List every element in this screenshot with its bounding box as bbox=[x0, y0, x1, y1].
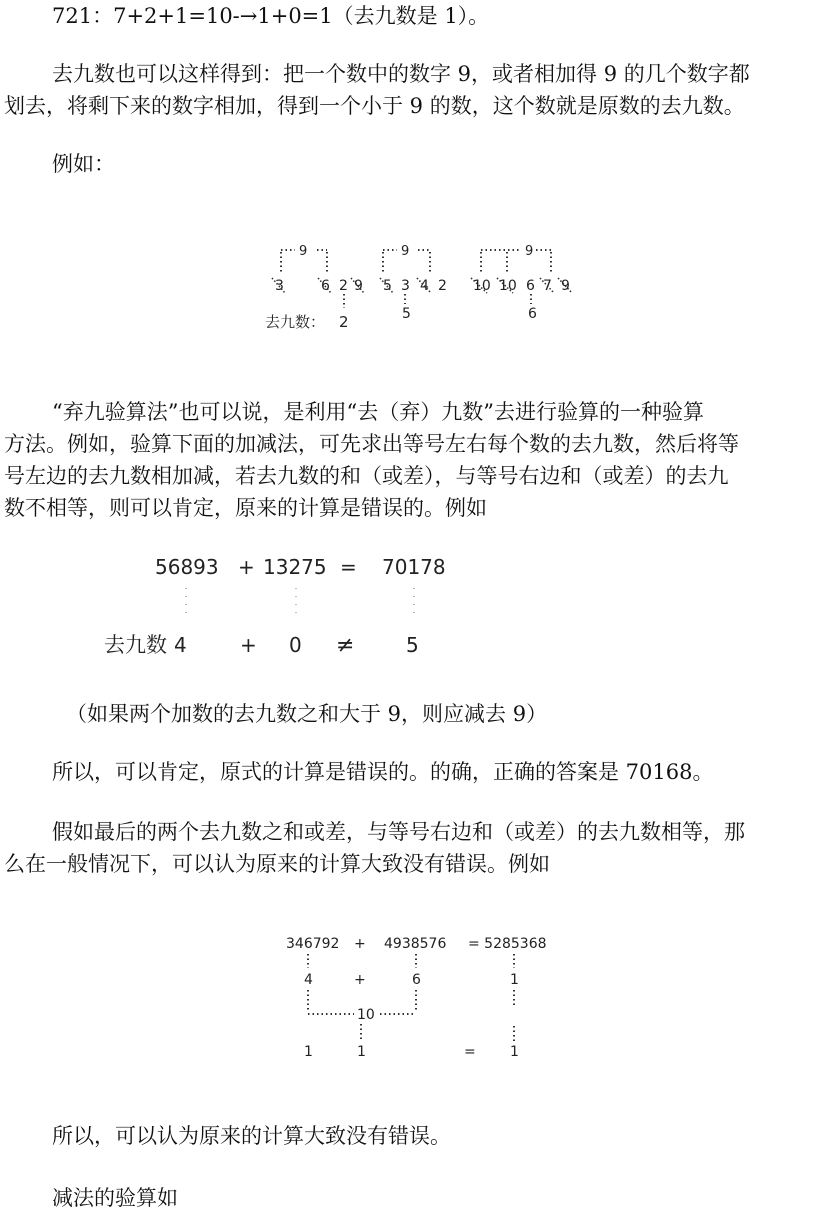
digit: 10 bbox=[499, 278, 517, 294]
digit: 9 bbox=[561, 278, 570, 294]
paragraph-line: （如果两个加数的去九数之和大于 9，则应减去 9） bbox=[66, 702, 548, 726]
equals-sign: = bbox=[340, 555, 357, 579]
digit: 7 bbox=[543, 278, 552, 294]
figure-addition-check bbox=[100, 548, 460, 668]
not-equal-sign: ≠ bbox=[336, 633, 355, 658]
result-c: 1 bbox=[510, 972, 519, 988]
plus-sign: + bbox=[240, 633, 257, 657]
digit: 6 bbox=[526, 278, 535, 294]
sum-value: 70178 bbox=[382, 555, 446, 579]
sum-ten: 10 bbox=[357, 1007, 375, 1023]
final-a: 1 bbox=[304, 1044, 313, 1060]
paragraph-line: 方法。例如，验算下面的加减法，可先求出等号左右每个数的去九数，然后将等 bbox=[4, 432, 739, 456]
paragraph-line: 数不相等，则可以肯定，原来的计算是错误的。例如 bbox=[4, 496, 487, 520]
digit: 5 bbox=[383, 278, 392, 294]
plus-sign: + bbox=[354, 972, 366, 988]
paragraph-line: 减法的验算如 bbox=[52, 1186, 178, 1210]
equals-sign: = bbox=[464, 1044, 476, 1060]
digit: 10 bbox=[473, 278, 491, 294]
result-a: 4 bbox=[174, 633, 187, 657]
result-b: 6 bbox=[412, 972, 421, 988]
operand-a: 346792 bbox=[286, 936, 340, 952]
result-label: 去九数： bbox=[265, 313, 326, 331]
sum-result: 6 bbox=[528, 306, 537, 322]
digit: 2 bbox=[339, 278, 348, 294]
digit: 6 bbox=[321, 278, 330, 294]
paragraph-line: 假如最后的两个去九数之和或差，与等号右边和（或差）的去九数相等，那 bbox=[52, 820, 745, 844]
final-c: 1 bbox=[510, 1044, 519, 1060]
sum-equation: = 5285368 bbox=[468, 936, 547, 952]
paragraph-line: “弃九验算法”也可以说，是利用“去（弃）九数”去进行验算的一种验算 bbox=[52, 400, 704, 424]
paragraph-line: 号左边的去九数相加减，若去九数的和（或差），与等号右边和（或差）的去九 bbox=[4, 464, 729, 488]
nine-label: 9 bbox=[401, 244, 410, 259]
figure-cancel-nines bbox=[255, 238, 595, 333]
cast-nines-label: 去九数 bbox=[104, 633, 167, 657]
paragraph-line: 721：7+2+1=10-→1+0=1（去九数是 1）。 bbox=[52, 4, 490, 28]
paragraph-line: 去九数也可以这样得到：把一个数中的数字 9，或者相加得 9 的几个数字都 bbox=[52, 62, 750, 86]
paragraph-line: 所以，可以肯定，原式的计算是错误的。的确，正确的答案是 70168。 bbox=[52, 760, 714, 784]
result-a: 4 bbox=[304, 972, 313, 988]
paragraph-line: 划去，将剩下来的数字相加，得到一个小于 9 的数，这个数就是原数的去九数。 bbox=[4, 94, 745, 118]
paragraph-line: 所以，可以认为原来的计算大致没有错误。 bbox=[52, 1124, 451, 1148]
plus-sign: + bbox=[238, 555, 255, 579]
digit: 9 bbox=[354, 278, 363, 294]
operand-a: 56893 bbox=[155, 555, 219, 579]
paragraph-line: 么在一般情况下，可以认为原来的计算大致没有错误。例如 bbox=[4, 852, 550, 876]
result-value: 2 bbox=[339, 313, 349, 331]
paragraph-line: 例如： bbox=[52, 152, 115, 176]
plus-sign: + bbox=[354, 936, 366, 952]
nine-label: 9 bbox=[525, 244, 534, 259]
nine-label: 9 bbox=[299, 244, 308, 259]
digit: 3 bbox=[401, 278, 410, 294]
result-c: 5 bbox=[406, 633, 419, 657]
final-b: 1 bbox=[357, 1044, 366, 1060]
operand-b: 13275 bbox=[263, 555, 327, 579]
figure-correct-check bbox=[284, 930, 564, 1065]
digit: 3 bbox=[275, 278, 284, 294]
sum-result: 5 bbox=[402, 306, 411, 322]
digit: 2 bbox=[438, 278, 447, 294]
operand-b: 4938576 bbox=[384, 936, 447, 952]
digit: 4 bbox=[420, 278, 429, 294]
result-b: 0 bbox=[289, 633, 302, 657]
